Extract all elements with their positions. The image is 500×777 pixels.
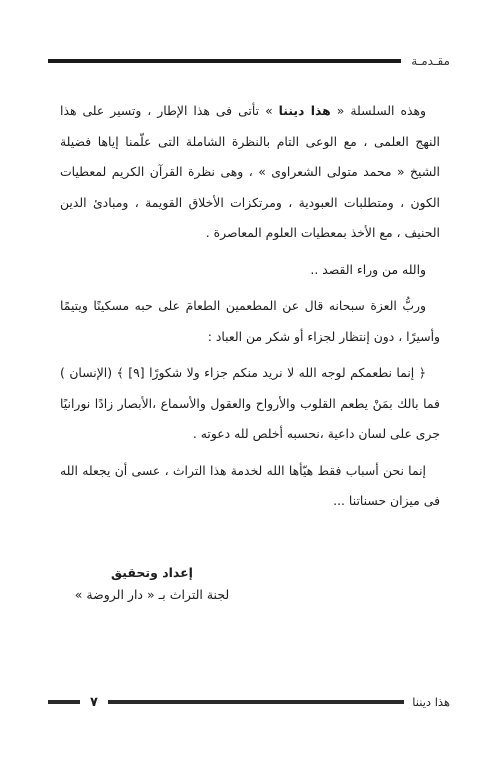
paragraph-feeding: وربُّ العزة سبحانه قال عن المطعمين الطعامَ على حبه مسكينًا ويتيمًا وأسيرًا ، دون إنتظار لجزاء أو شكر من العباد : [60, 298, 440, 344]
signature-block [72, 562, 232, 606]
footer-rule [108, 700, 404, 704]
page-header [48, 52, 450, 70]
header-title: مقـدمـة [411, 54, 450, 68]
footer-title: هذا ديننا [412, 695, 450, 709]
header-rule [48, 59, 401, 63]
paragraph-series-intro [60, 96, 440, 249]
signature-line-1: إعداد وتحقيق [111, 565, 193, 580]
paragraph-series-intro-post: » تأتى فى هذا الإطار ، وتسير على هذا النهج العلمى ، مع الوعى التام بالنظرة الشاملة التى علّمنا إياها فضيلة الشيخ « محمد متولى الشعراوى » ، وهى نظرة القرآن الكريم لمعطيات الكون ، ومتطلبات العبودية ، ومرتكزات الأخلاق القويمة ، ومبادئ الدين الحنيف ، مع الأخذ بمعطيات العلوم المعاصرة . [60, 103, 440, 240]
footer-rule-short [48, 700, 80, 704]
paragraph-quran-verse: ﴿ إنما نطعمكم لوجه الله لا نريد منكم جزاء ولا شكورًا [٩] ﴾ (الإنسان ) فما بالك بمَنْ يطعم القلوب والأرواح والعقول والأسماع ،الأبصار زادًا نورانيًا جرى على لسان داعية ،نحسبه أخلص لله دعوته . [60, 365, 440, 441]
body-text [60, 96, 440, 517]
paragraph-series-intro-pre: وهذه السلسلة « [330, 103, 426, 118]
page-footer [48, 694, 450, 710]
paragraph-closing: إنما نحن أسباب فقط هيّأها الله لخدمة هذا التراث ، عسى أن يجعله الله فى ميزان حسناتنا ... [60, 462, 440, 508]
series-title: هذا ديننا [278, 103, 331, 118]
signature-line-2: لجنة التراث بـ « دار الروضة » [74, 587, 230, 602]
page-number: ٧ [90, 694, 98, 710]
paragraph-intention: والله من وراء القصد .. [310, 261, 426, 277]
